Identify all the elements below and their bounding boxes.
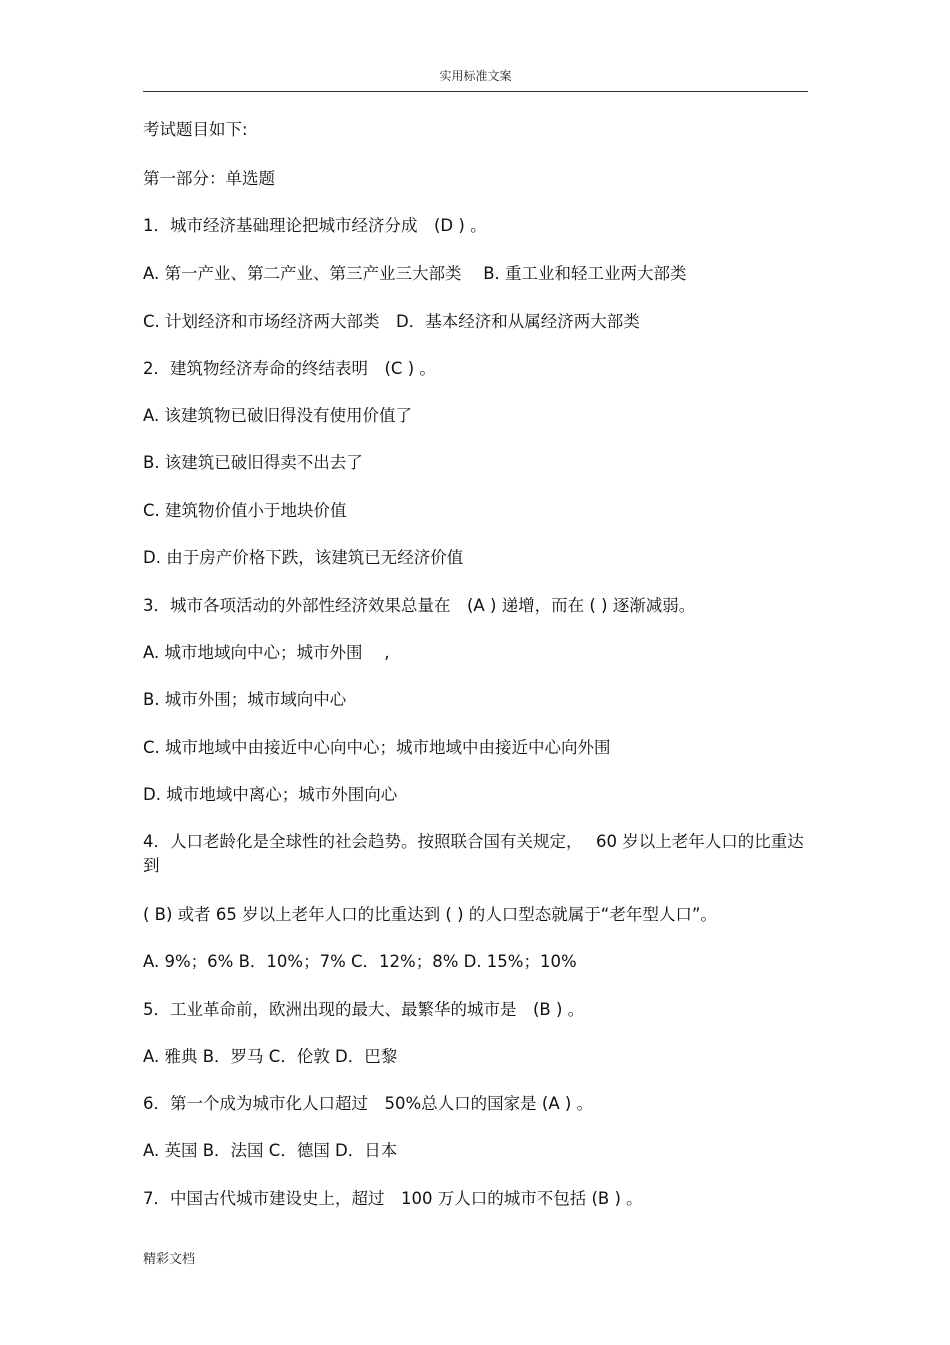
question-1-options-cd: C. 计划经济和市场经济两大部类 D．基本经济和从属经济两大部类 xyxy=(143,312,640,331)
question-3-option-a: A. 城市地域向中心；城市外围 , xyxy=(143,643,390,662)
question-4-continued: ( B) 或者 65 岁以上老年人口的比重达到 ( ) 的人口型态就属于“老年型人口”。 xyxy=(143,905,717,924)
question-7: 7．中国古代城市建设史上，超过 100 万人口的城市不包括 (B ) 。 xyxy=(143,1189,643,1208)
question-6-options: A. 英国 B．法国 C．德国 D．日本 xyxy=(143,1141,398,1160)
question-3-option-c: C. 城市地域中由接近中心向中心；城市地域中由接近中心向外围 xyxy=(143,738,611,757)
question-3: 3．城市各项活动的外部性经济效果总量在 (A ) 递增，而在 ( ) 逐渐减弱。 xyxy=(143,596,696,615)
question-3-option-d: D. 城市地域中离心；城市外围向心 xyxy=(143,785,398,804)
question-2-option-a: A. 该建筑物已破旧得没有使用价值了 xyxy=(143,406,412,425)
question-5: 5．工业革命前，欧洲出现的最大、最繁华的城市是 (B ) 。 xyxy=(143,1000,585,1019)
page-footer: 精彩文档 xyxy=(143,1252,196,1267)
section-title: 第一部分：单选题 xyxy=(143,169,275,188)
question-4: 4．人口老龄化是全球性的社会趋势。按照联合国有关规定， 60 岁以上老年人口的比重达到 xyxy=(143,832,804,875)
question-5-options: A. 雅典 B．罗马 C．伦敦 D．巴黎 xyxy=(143,1047,398,1066)
question-3-option-b: B. 城市外围；城市域向中心 xyxy=(143,690,347,709)
question-6: 6．第一个成为城市化人口超过 50%总人口的国家是 (A ) 。 xyxy=(143,1094,594,1113)
question-1-options-ab: A. 第一产业、第二产业、第三产业三大部类 B. 重工业和轻工业两大部类 xyxy=(143,264,687,283)
question-2-option-c: C. 建筑物价值小于地块价值 xyxy=(143,501,347,520)
question-4-options: A. 9%；6% B．10%；7% C．12%；8% D. 15%；10% xyxy=(143,952,577,971)
question-2: 2．建筑物经济寿命的终结表明 (C ) 。 xyxy=(143,359,436,378)
page-header-title: 实用标准文案 xyxy=(439,69,512,83)
header-divider xyxy=(143,91,808,92)
question-1: 1．城市经济基础理论把城市经济分成 (D ) 。 xyxy=(143,216,487,235)
question-2-option-d: D. 由于房产价格下跌，该建筑已无经济价值 xyxy=(143,548,464,567)
intro-text: 考试题目如下: xyxy=(143,120,248,139)
question-2-option-b: B. 该建筑已破旧得卖不出去了 xyxy=(143,453,363,472)
